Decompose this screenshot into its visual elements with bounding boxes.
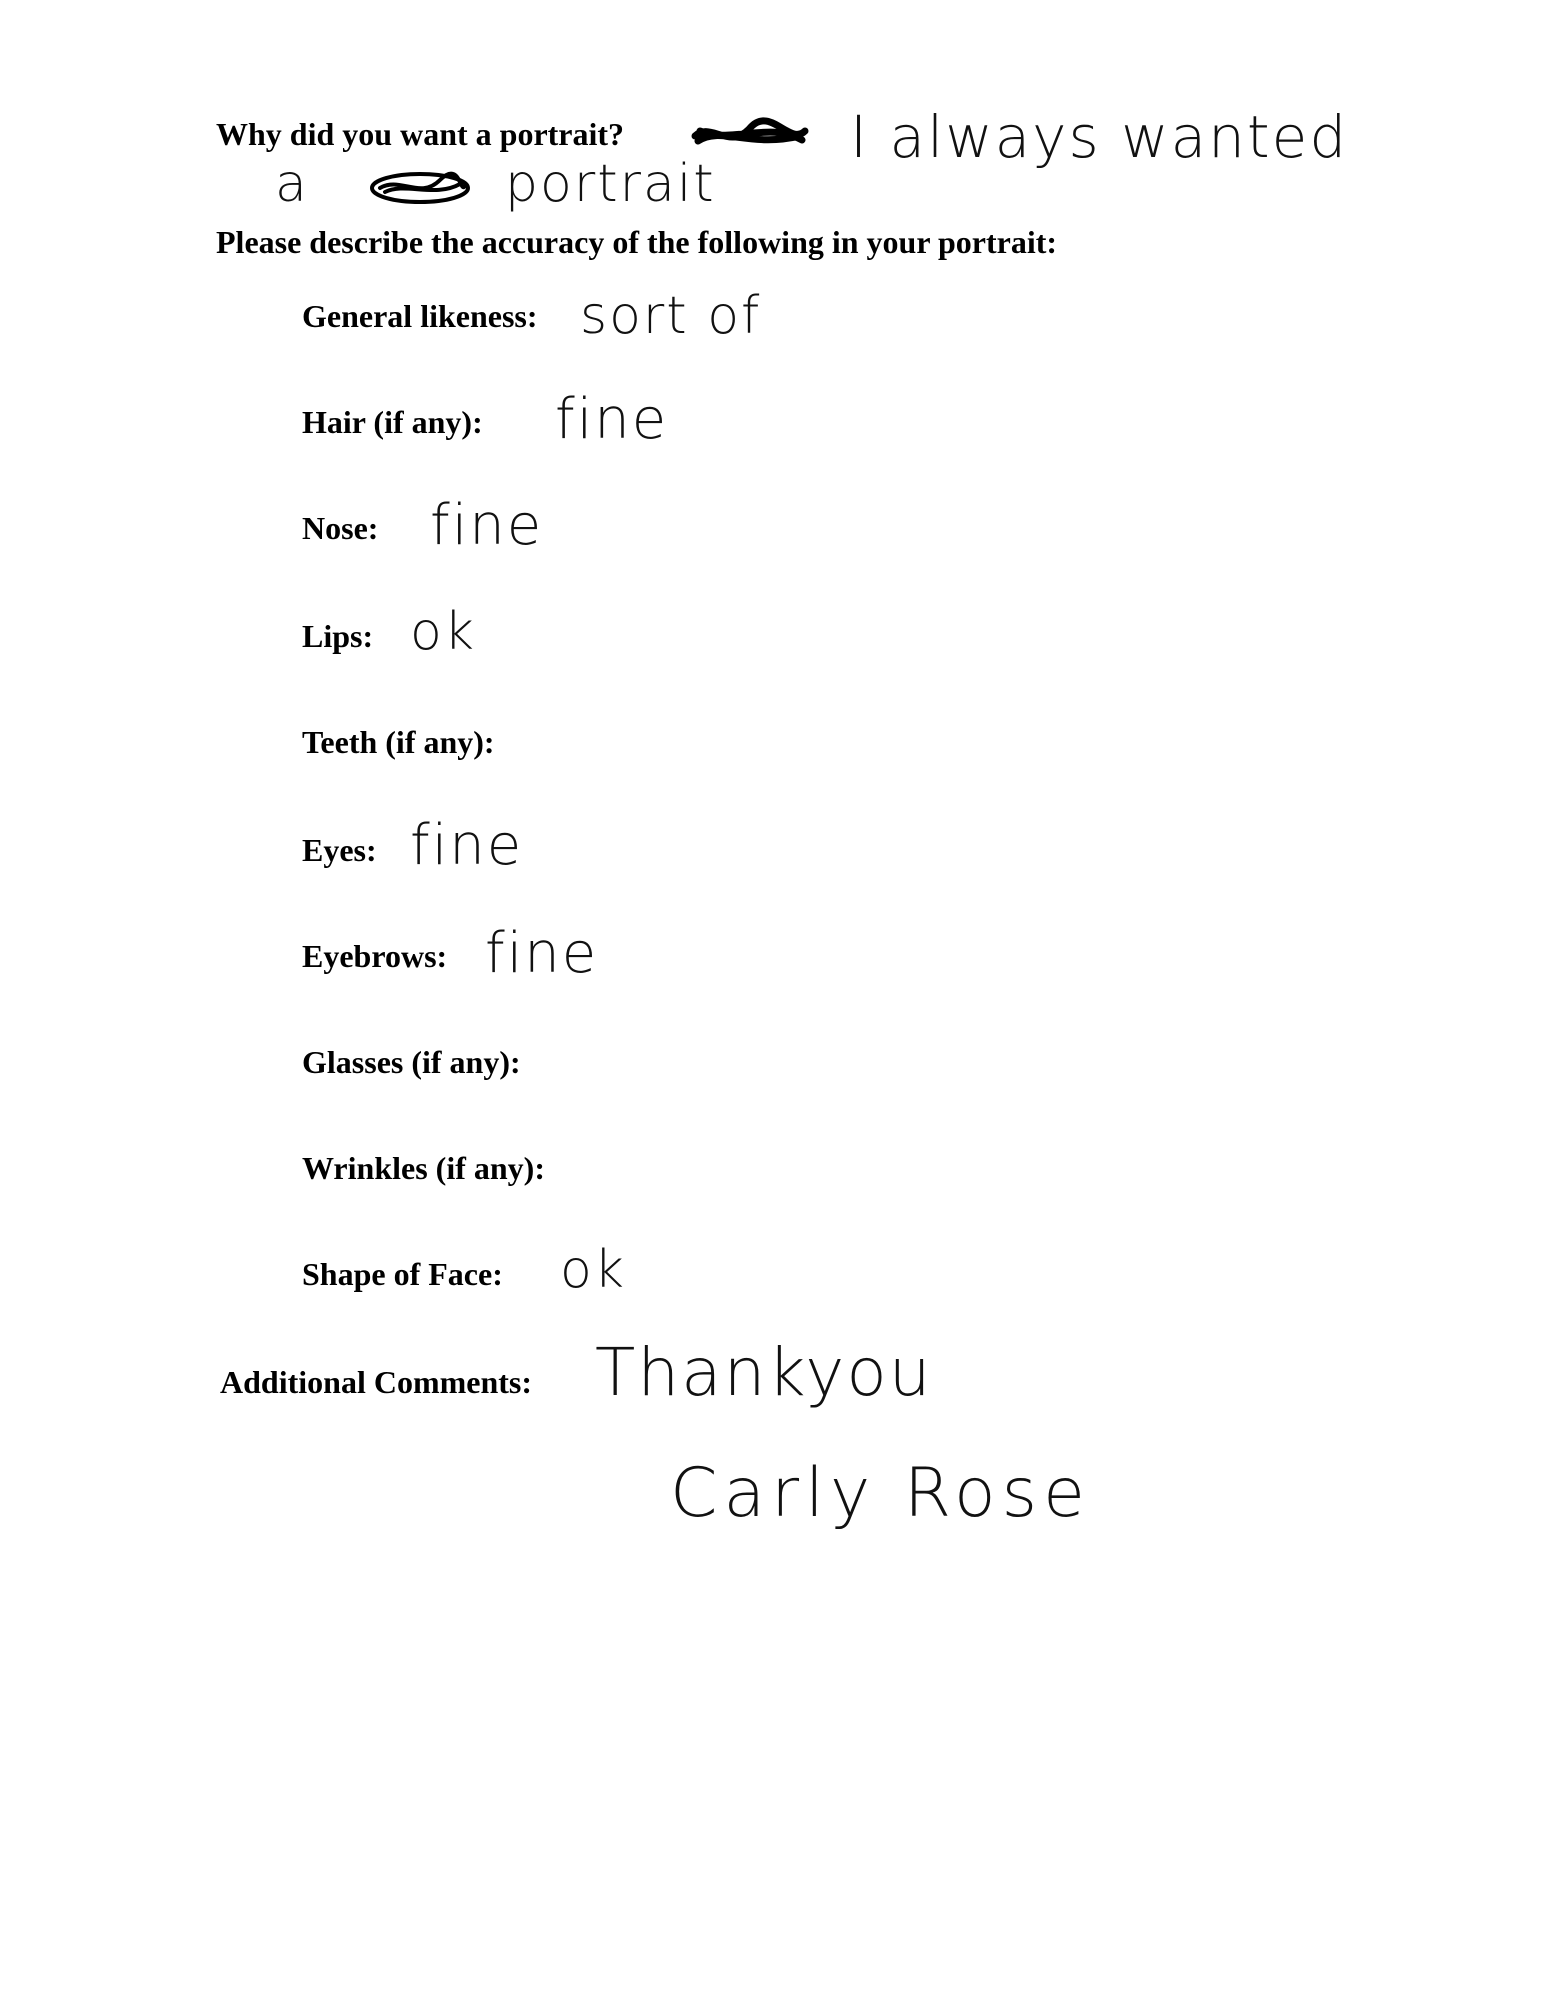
answer-shape-of-face: ok	[560, 1240, 626, 1300]
signature: Carly Rose	[670, 1454, 1091, 1533]
label-glasses: Glasses (if any):	[302, 1044, 521, 1080]
label-general-likeness: General likeness:	[302, 298, 538, 334]
label-teeth: Teeth (if any):	[302, 724, 495, 760]
answer-general-likeness: sort of	[580, 286, 762, 346]
why-answer-portrait: portrait	[505, 154, 716, 214]
scribble-redaction-1	[690, 116, 810, 156]
why-question: Why did you want a portrait?	[216, 116, 625, 152]
label-lips: Lips:	[302, 618, 374, 654]
label-wrinkles: Wrinkles (if any):	[302, 1150, 545, 1186]
answer-eyes: fine	[410, 813, 524, 878]
comments-label: Additional Comments:	[220, 1364, 533, 1400]
label-eyebrows: Eyebrows:	[302, 938, 448, 974]
answer-hair: fine	[555, 387, 669, 452]
label-shape-of-face: Shape of Face:	[302, 1256, 503, 1292]
comments-answer: Thankyou	[595, 1334, 933, 1411]
answer-lips: ok	[410, 602, 476, 662]
why-answer-line1: I always wanted	[850, 103, 1349, 171]
scribble-redaction-2	[365, 168, 475, 208]
answer-eyebrows: fine	[485, 921, 599, 986]
label-eyes: Eyes:	[302, 832, 377, 868]
label-hair: Hair (if any):	[302, 404, 483, 440]
why-answer-a: a	[275, 154, 309, 214]
answer-nose: fine	[430, 493, 544, 558]
label-nose: Nose:	[302, 510, 379, 546]
accuracy-heading: Please describe the accuracy of the following in your portrait:	[216, 224, 1058, 260]
